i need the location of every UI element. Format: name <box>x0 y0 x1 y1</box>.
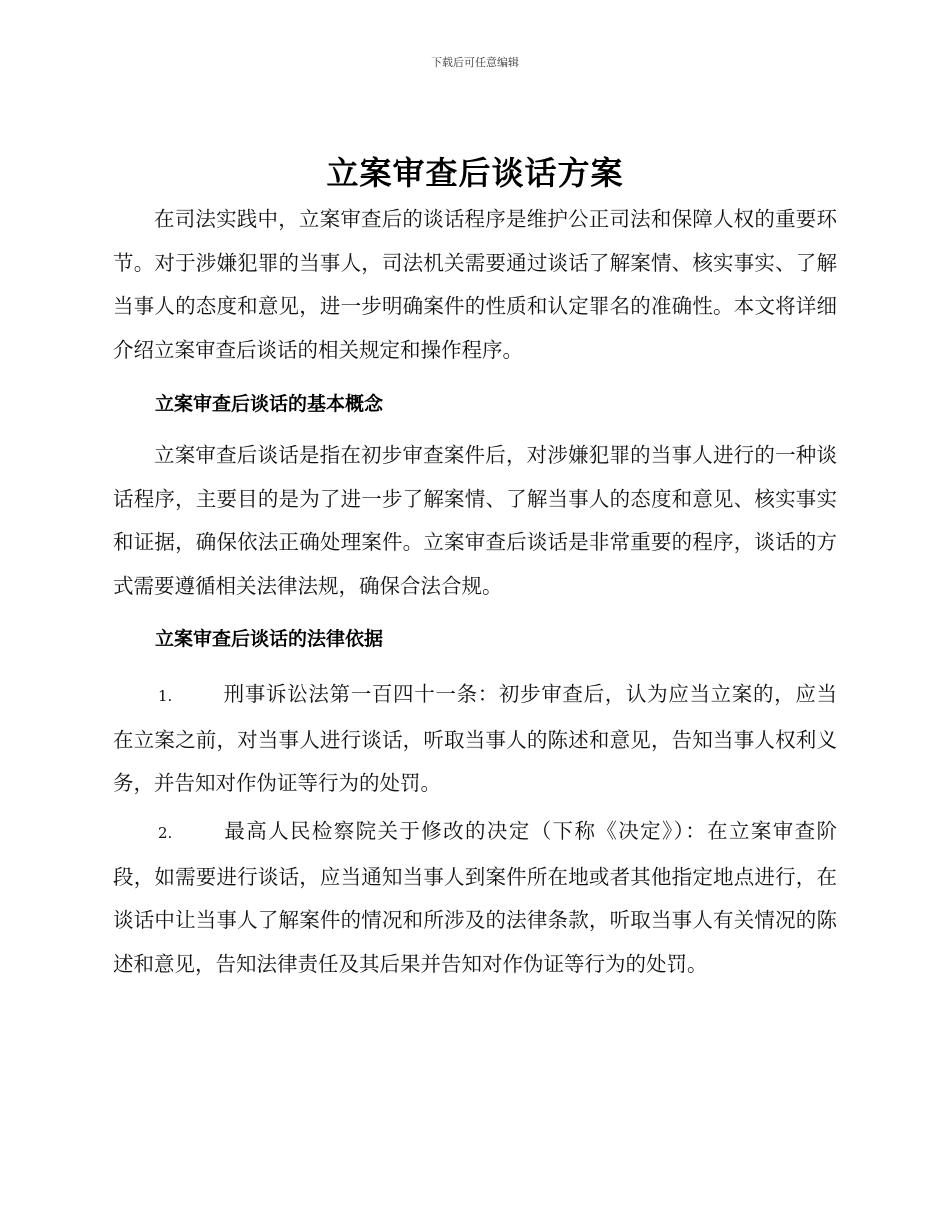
list-item-number: 1. <box>158 687 173 705</box>
list-item <box>113 810 837 986</box>
header-note: 下载后可任意编辑 <box>431 56 519 69</box>
intro-paragraph: 在司法实践中，立案审查后的谈话程序是维护公正司法和保障人权的重要环节。对于涉嫌犯罪的当事人，司法机关需要通过谈话了解案情、核实事实、了解当事人的态度和意见，进一步明确案件的性质和认定罪名的准确性。本文将详细介绍立案审查后谈话的相关规定和操作程序。 <box>113 207 837 362</box>
section-paragraph-basic-concept: 立案审查后谈话是指在初步审查案件后，对涉嫌犯罪的当事人进行的一种谈话程序，主要目的是为了进一步了解案情、了解当事人的态度和意见、核实事实和证据，确保依法正确处理案件。立案审查后谈话是非常重要的程序，谈话的方式需要遵循相关法律法规，确保合法合规。 <box>113 443 837 598</box>
list-item-text: 刑事诉讼法第一百四十一条：初步审查后，认为应当立案的，应当在立案之前，对当事人进行谈话，听取当事人的陈述和意见，告知当事人权利义务，并告知对作伪证等行为的处罚。 <box>113 682 837 795</box>
list-item-text: 最高人民检察院关于修改的决定（下称《决定》）：在立案审查阶段，如需要进行谈话，应当通知当事人到案件所在地或者其他指定地点进行，在谈话中让当事人了解案件的情况和所涉及的法律条款，听取当事人有关情况的陈述和意见，告知法律责任及其后果并告知对作伪证等行为的处罚。 <box>113 819 837 976</box>
list-item-number: 2. <box>158 824 173 842</box>
list-item <box>113 673 837 806</box>
page-title: 立案审查后谈话方案 <box>326 154 624 192</box>
section-heading-basic-concept: 立案审查后谈话的基本概念 <box>155 393 384 415</box>
section-heading-legal-basis: 立案审查后谈话的法律依据 <box>155 628 384 650</box>
